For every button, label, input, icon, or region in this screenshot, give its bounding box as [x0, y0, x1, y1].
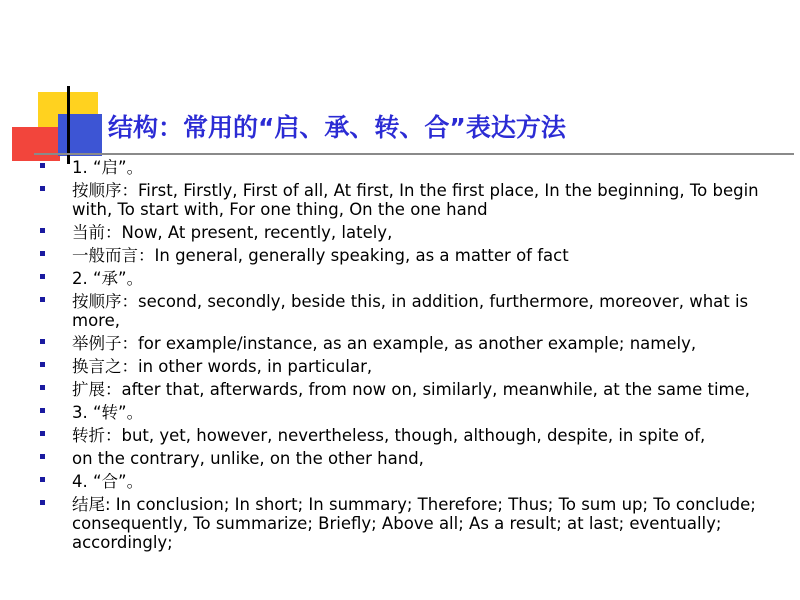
square-bullet-icon — [40, 251, 45, 256]
list-item: 一般而言：In general, generally speaking, as a matter of fact — [40, 246, 780, 265]
square-bullet-icon — [40, 274, 45, 279]
list-item: 3. “转”。 — [40, 403, 780, 422]
bullet-list — [40, 158, 780, 556]
slide-title: 结构：常用的“启、承、转、合”表达方法 — [108, 113, 566, 142]
square-bullet-icon — [40, 228, 45, 233]
list-item: 按顺序：second, secondly, beside this, in addition, furthermore, moreover, what is more, — [40, 292, 780, 330]
square-bullet-icon — [40, 500, 45, 505]
list-item: 当前：Now, At present, recently, lately, — [40, 223, 780, 242]
list-item: on the contrary, unlike, on the other hand, — [40, 449, 780, 468]
square-bullet-icon — [40, 339, 45, 344]
square-bullet-icon — [40, 431, 45, 436]
decor-red-rectangle — [12, 127, 60, 161]
list-item: 1. “启”。 — [40, 158, 780, 177]
square-bullet-icon — [40, 477, 45, 482]
list-item: 2. “承”。 — [40, 269, 780, 288]
list-item: 按顺序：First, Firstly, First of all, At first, In the first place, In the beginning, To begin with, To start with, For one thing, On the one hand — [40, 181, 780, 219]
list-item: 转折：but, yet, however, nevertheless, though, although, despite, in spite of, — [40, 426, 780, 445]
square-bullet-icon — [40, 408, 45, 413]
square-bullet-icon — [40, 385, 45, 390]
decor-blue-square — [58, 114, 102, 156]
square-bullet-icon — [40, 163, 45, 168]
list-item: 4. “合”。 — [40, 472, 780, 491]
square-bullet-icon — [40, 454, 45, 459]
list-item: 举例子：for example/instance, as an example, as another example; namely, — [40, 334, 780, 353]
title-divider-line — [34, 153, 794, 155]
square-bullet-icon — [40, 362, 45, 367]
list-item: 换言之：in other words, in particular, — [40, 357, 780, 376]
square-bullet-icon — [40, 297, 45, 302]
list-item: 结尾: In conclusion; In short; In summary; Therefore; Thus; To sum up; To conclude; consequently, To summarize; Briefly; Above all; As a result; at last; eventually; accordingly; — [40, 495, 780, 552]
list-item: 扩展：after that, afterwards, from now on, similarly, meanwhile, at the same time, — [40, 380, 780, 399]
square-bullet-icon — [40, 186, 45, 191]
